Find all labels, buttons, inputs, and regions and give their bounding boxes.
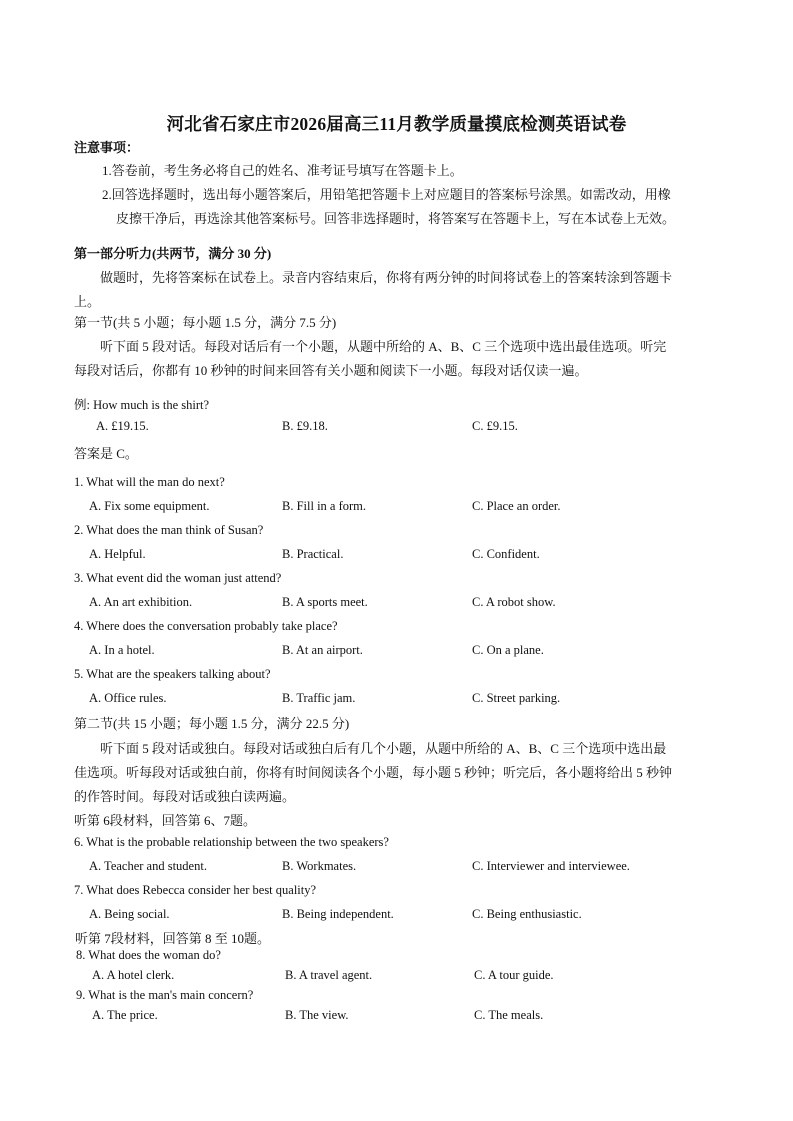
- question-7-option-a: A. Being social.: [89, 907, 170, 921]
- part1-heading: 第一部分听力(共两节，满分 30 分): [74, 246, 272, 261]
- question-4: 4. Where does the conversation probably take place?: [74, 619, 338, 633]
- question-2-option-a: A. Helpful.: [89, 547, 146, 561]
- question-2-option-b: B. Practical.: [282, 547, 344, 561]
- question-8-option-b: B. A travel agent.: [285, 968, 373, 982]
- question-3-option-a: A. An art exhibition.: [89, 595, 193, 609]
- question-5-option-c: C. Street parking.: [472, 691, 561, 705]
- question-6-option-b: B. Workmates.: [282, 859, 357, 873]
- question-3-option-c: C. A robot show.: [472, 595, 556, 609]
- example-option-c: C. £9.15.: [472, 419, 518, 433]
- question-3: 3. What event did the woman just attend?: [74, 571, 282, 585]
- question-6: 6. What is the probable relationship between the two speakers?: [74, 835, 389, 849]
- question-7-option-c: C. Being enthusiastic.: [472, 907, 582, 921]
- question-6-option-a: A. Teacher and student.: [89, 859, 207, 873]
- question-5-option-b: B. Traffic jam.: [282, 691, 356, 705]
- question-2: 2. What does the man think of Susan?: [74, 523, 264, 537]
- section1-instruction-line-1: 听下面 5 段对话。每段对话后有一个小题，从题中所给的 A、B、C 三个选项中选出最佳选项。听完: [100, 339, 667, 354]
- material-7-heading: 听第 7段材料，回答第 8 至 10题。: [75, 931, 271, 946]
- question-9-option-a: A. The price.: [92, 1008, 158, 1022]
- example-option-b: B. £9.18.: [282, 419, 328, 433]
- example-answer: 答案是 C。: [74, 446, 138, 461]
- question-9-option-c: C. The meals.: [474, 1008, 544, 1022]
- question-8-option-c: C. A tour guide.: [474, 968, 554, 982]
- material-6-heading: 听第 6段材料，回答第 6、7题。: [74, 813, 257, 828]
- section2-instruction-line-3: 的作答时间。每段对话或独白读两遍。: [74, 789, 296, 804]
- section2-instruction-line-1: 听下面 5 段对话或独白。每段对话或独白后有几个小题，从题中所给的 A、B、C 三个选项中选出最: [100, 741, 667, 756]
- question-1-option-a: A. Fix some equipment.: [89, 499, 210, 513]
- question-5: 5. What are the speakers talking about?: [74, 667, 271, 681]
- question-9: 9. What is the man's main concern?: [76, 988, 254, 1002]
- question-4-option-a: A. In a hotel.: [89, 643, 155, 657]
- question-4-option-b: B. At an airport.: [282, 643, 363, 657]
- question-9-option-b: B. The view.: [285, 1008, 349, 1022]
- part1-intro-line-1: 做题时，先将答案标在试卷上。录音内容结束后，你将有两分钟的时间将试卷上的答案转涂到答题卡: [100, 270, 673, 285]
- question-7-option-b: B. Being independent.: [282, 907, 394, 921]
- section2-heading: 第二节(共 15 小题；每小题 1.5 分，满分 22.5 分): [74, 716, 350, 731]
- part1-intro-line-2: 上。: [74, 294, 101, 309]
- notice-item-2-line-2: 皮擦干净后，再选涂其他答案标号。回答非选择题时，将答案写在答题卡上，写在本试卷上无效。: [116, 211, 676, 226]
- example-question: 例: How much is the shirt?: [74, 398, 210, 412]
- question-1-option-c: C. Place an order.: [472, 499, 561, 513]
- question-8: 8. What does the woman do?: [76, 948, 221, 962]
- notice-item-2-line-1: 2.回答选择题时，选出每小题答案后，用铅笔把答题卡上对应题目的答案标号涂黑。如需改动，用橡: [102, 187, 671, 202]
- question-7: 7. What does Rebecca consider her best quality?: [74, 883, 317, 897]
- notice-item-1: 1.答卷前，考生务必将自己的姓名、准考证号填写在答题卡上。: [102, 163, 463, 178]
- section2-instruction-line-2: 佳选项。听每段对话或独白前，你将有时间阅读各个小题，每小题 5 秒钟；听完后，各小题将给出 5 秒钟: [74, 765, 673, 780]
- section1-instruction-line-2: 每段对话后，你都有 10 秒钟的时间来回答有关小题和阅读下一小题。每段对话仅读一遍。: [74, 363, 588, 378]
- question-3-option-b: B. A sports meet.: [282, 595, 368, 609]
- exam-title: 河北省石家庄市2026届高三11月教学质量摸底检测英语试卷: [166, 114, 627, 134]
- question-1: 1. What will the man do next?: [74, 475, 225, 489]
- question-8-option-a: A. A hotel clerk.: [92, 968, 175, 982]
- example-option-a: A. £19.15.: [96, 419, 149, 433]
- question-1-option-b: B. Fill in a form.: [282, 499, 367, 513]
- question-4-option-c: C. On a plane.: [472, 643, 544, 657]
- section1-heading: 第一节(共 5 小题；每小题 1.5 分，满分 7.5 分): [74, 315, 337, 330]
- question-6-option-c: C. Interviewer and interviewee.: [472, 859, 630, 873]
- question-2-option-c: C. Confident.: [472, 547, 540, 561]
- notice-heading: 注意事项：: [74, 140, 140, 155]
- question-5-option-a: A. Office rules.: [89, 691, 167, 705]
